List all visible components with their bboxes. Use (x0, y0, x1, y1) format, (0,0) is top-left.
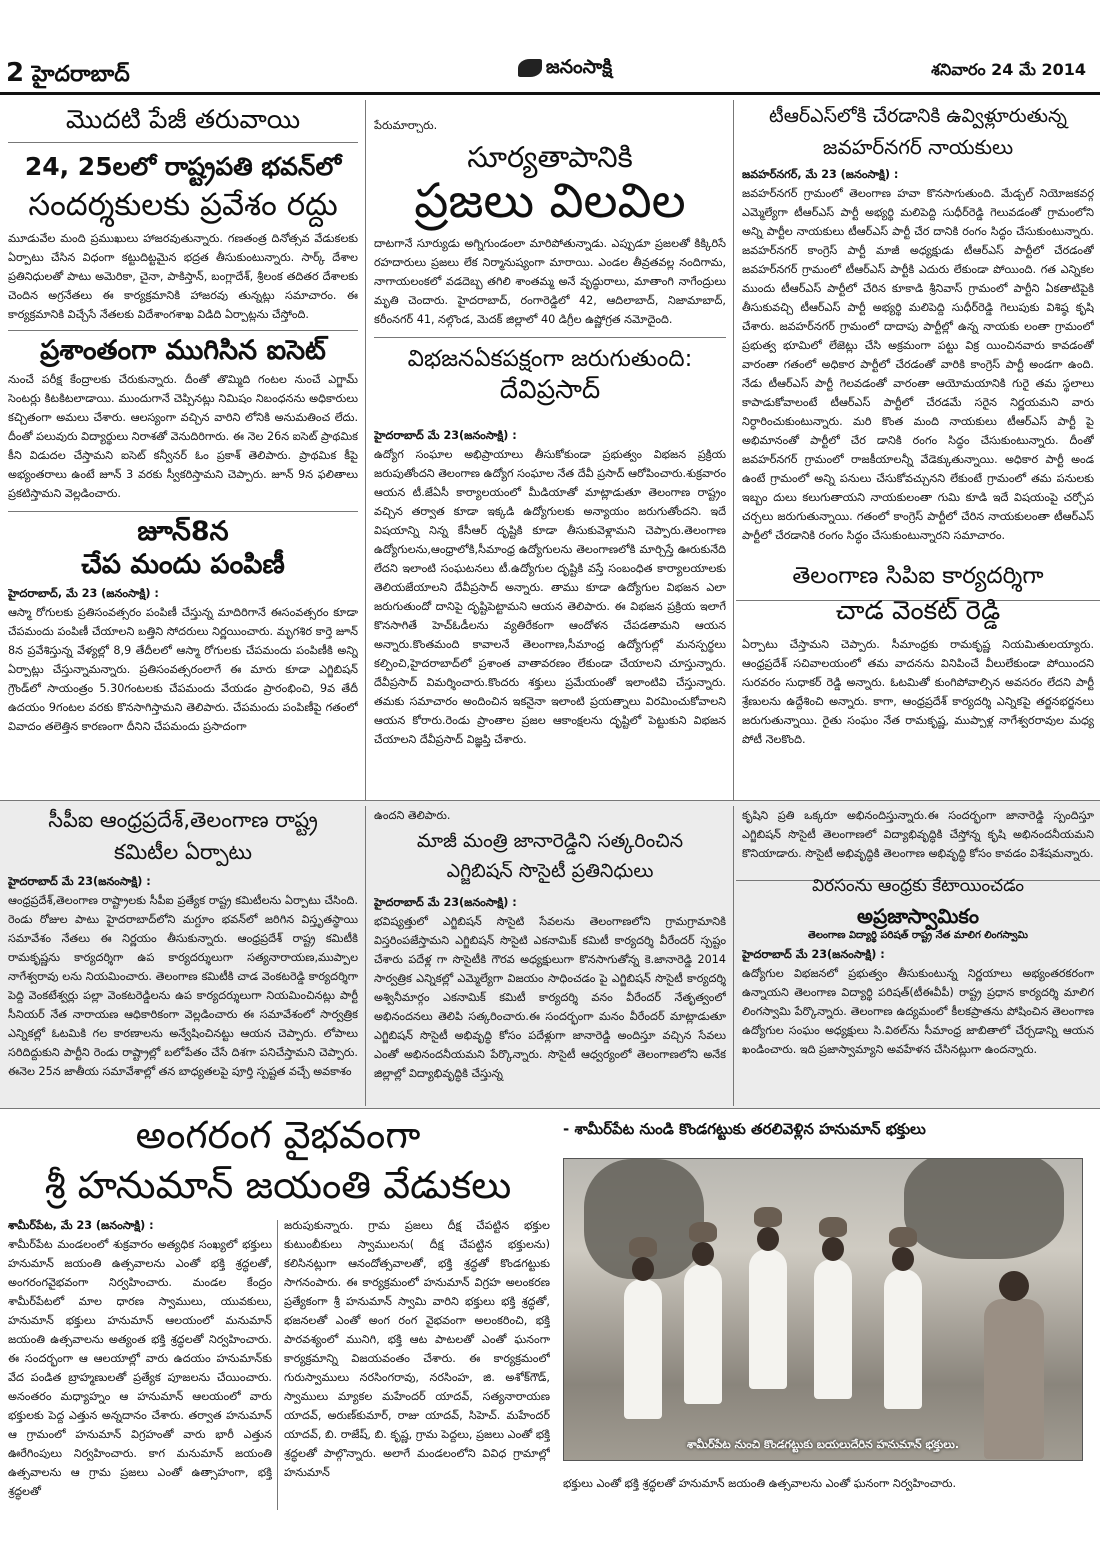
article-body: ఏర్పాటు చేస్తామని చెప్పారు. సీమాంధ్రకు రామకృష్ణ నియమితులయ్యారు. ఆంధ్రప్రదేశ్ సచివాలయంలో తమ వాదనను వినిపించే వీలులేకుండా పోయిందని సురవరం సుధాకర్ రెడ్డి అన్నారు. ఓటమితో కుంగిపోవాల్సిన అవసరం లేదని పార్టీ శ్రేణులను ఉద్దేశించి అన్నారు. కాగా, ఆంధ్రప్రదేశ్ కార్యదర్శి ఎన్నికపై తర్జనభర్జనలు జరుగుతున్నాయి. రైతు సంఘం నేత రామకృష్ణ, ముప్పాళ్ల నాగేశ్వరరావుల మధ్య పోటీ నెలకొంది. (742, 638, 1094, 747)
article-headline: ప్రజలు విలవిల (414, 173, 686, 230)
column-2 (374, 100, 726, 798)
dateline: హైదరాబాద్ మే 23(జనంసాక్షి) : (374, 895, 517, 909)
article-headline: జూన్8న (8, 511, 358, 547)
dateline: జవహర్‌నగర్, మే 23 (జనంసాక్షి) : (742, 167, 899, 181)
page-number-city (6, 58, 130, 92)
city-label: హైదరాబాద్ (31, 62, 130, 87)
article-headline: సూర్యతాపానికి (467, 140, 633, 174)
article-headline: అంగరంగ వైభవంగా (135, 1114, 421, 1157)
article-body: ఉందని తెలిపారు. (374, 809, 451, 822)
article-subheadline: తెలంగాణ విద్యార్థి పరిషత్ రాష్ట్ర నేత మాలిగ లింగస్వామి (808, 929, 1028, 941)
header-rule (0, 92, 1100, 95)
article-body: ఉద్యోగ సంఘాల అభిప్రాయాలు తీసుకోకుండా ప్రభుత్వం విభజన ప్రక్రియ జరుపుతోందని తెలంగాణ ఉద్యోగ సంఘాల నేత దేవీ ప్రసాద్ ఆరోపించారు.శుక్రవారం ఆయన టీ.జేఏసీ కార్యాలయంలో మీడియాతో మాట్లాడుతూ తెలంగాణ రాష్ట్రం వచ్చిన తర్వాత కూడా ఇక్కడి ఉద్యోగులకు అన్యాయం జరుగుతోందని. ఇదే విషయాన్ని నిన్న కేసీఆర్ దృష్టికి కూడా తీసుకువెళ్లామని చెప్పారు.తెలంగాణ ఉద్యోగులను,ఆంధ్రాలోకి,సీమాంధ్ర ఉద్యోగులను తెలంగాణలోకి మార్చిస్తే ఊరుకునేది లేదని ఇలాంటి సంఘటనలు టీ.ఉద్యోగుల దృష్టికి వస్తే సంబంధిత కార్యాలయాలకు తెలియజేయాలని దేవీప్రసాద్ అన్నారు. తాము కూడా ఉద్యోగుల విభజన ఎలా జరుగుతుందో దానిపై దృష్టిపెట్టామని ఆయన తెలిపారు. ఈ విభజన ప్రక్రియ ఇలాగే కొనసాగితే హెచ్ఓడీలను వ్యతిరేకంగా ఆందోళన చేపడతామని ఆయన అన్నారు.కొంతమంది కావాలనే తెలంగాణ,సీమాంధ్ర ఉద్యోగుల్లో మనస్పర్థలు కల్పించి,హైదరాబాద్‌లో ప్రశాంత వాతావరణం లేకుండా చేయాలని చూస్తున్నారు. దేవీప్రసాద్ విమర్శించారు.కొందరు శక్తులు ప్రమేయంతో ఇలాంటివి చేస్తున్నారు. తమకు సమాచారం అందించిన ఇకనైనా ఇలాంటి ప్రయత్నాలు విరమించుకోవాలని ఆయన కోరారు.రెండు ప్రాంతాల ప్రజల ఆకాంక్షలను దృష్టిలో పెట్టుకుని విభజన చేయాలని దేవీప్రసాద్ విజ్ఞప్తి చేశారు. (374, 447, 726, 746)
article-body: భక్తులు ఎంతో భక్తి శ్రద్ధలతో హనుమాన్ జయంతి ఉత్సవాలను ఎంతో ఘనంగా నిర్వహించారు. (563, 1477, 957, 1490)
article-headline: సీపీఐ ఆంధ్రప్రదేశ్,తెలంగాణ రాష్ట్ర (48, 808, 318, 832)
article-headline: 24, 25లలో రాష్ట్రపతి భవన్‌లో (24, 151, 342, 181)
article-body: దాటగానే సూర్యుడు అగ్నిగుండంలా మారిపోతున్నాడు. ఎప్పుడూ ప్రజలతో కిక్కిరిసే రహదారులు ప్రజలు లేక నిర్మానుష్యంగా మారాయి. ఎండల తీవ్రతవల్ల నందిగామ, నాగాయలంకలో వడదెబ్బ తగిలి శాంతమ్మ అనే వృద్ధురాలు, మాతాంగి నాగేంద్రులు మృతి చెందారు. హైదరాబాద్, రంగారెడ్డిలో 42, ఆదిలాబాద్, నిజామాబాద్, కరీంనగర్ 41, నల్గొండ, మెదక్ జిల్లాలో 40 డిగ్రీల ఉష్ణోగ్రత నమోదైంది. (374, 236, 726, 326)
photo-caption: శామీర్‌పేట నుంచి కొండగట్టుకు బయలుదేరిన హనుమాన్ భక్తులు. (686, 1438, 960, 1451)
logo-icon (518, 59, 542, 77)
continued-heading: మొదటి పేజీ తరువాయి (8, 100, 358, 143)
virasam-article (742, 806, 1094, 1106)
page-header (0, 0, 1100, 98)
article-headline: ఎగ్జిబిషన్ సొసైటీ ప్రతినిధులు (446, 859, 654, 882)
article-body: ఆస్మా రోగులకు ప్రతిసంవత్సరం పంపిణీ చేస్తున్న మాదిరిగానే ఈసంవత్సరం కూడా చేపమందు పంపిణీ చేయాలని బత్తిని సోదరులు నిర్ణయించారు. మృగశిర కార్తె జూన్ 8న ప్రవేశిస్తున్న వేళ్యల్లో 8,9 తేదీలలో ఆస్మా రోగులకు చేపమందు పంపిణీకి అన్ని ఏర్పాట్లు చేస్తున్నామన్నారు. ప్రతిసంవత్సరంలాగే ఈ మారు కూడా ఎగ్జిబిషన్ గ్రౌండ్‌లో సాయంత్రం 5.30గంటలకు చేపమందు వేయడం ప్రారంభించి, 9వ తేదీ ఉదయం 9గంటల వరకు కొనసాగిస్తామని తెలిపారు. చేపమందు పంపిణీపై గతంలో వివాదం తలెత్తిన కారణంగా దీనిని చేపమందు ప్రసాదంగా (8, 606, 358, 734)
hanuman-article-col1 (8, 1216, 272, 1508)
hanuman-article-col2 (284, 1216, 550, 1508)
article-body: నుంచే పరీక్ష కేంద్రాలకు చేరుకున్నారు. దీంతో తొమ్మిది గంటల నుంచే ఎగ్జామ్ సెంటర్లు కిటకిటలాడాయి. ముందుగానే చెప్పినట్లు నిమిషం నిబంధనను అధికారులు కచ్చితంగా అమలు చేశారు. ఆలస్యంగా వచ్చిన వారిని లోనికి అనుమతించ లేదు. దీంతో పలువురు విద్యార్థులు నిరాశతో వెనుదిరిగారు. ఈ నెల 26న ఐసెట్ ప్రాథమిక కీని విడుదల చేస్తామని ఐసెట్ కన్వీనర్ ఓం ప్రకాశ్ తెలిపారు. ప్రాథమిక కీపై అభ్యంతరాలు ఉంటే జూన్ 3 వరకు స్వీకరిస్తామని చెప్పారు. జూన్ 9న ఫలితాలు ప్రకటిస్తామని వెల్లడించారు. (8, 373, 358, 501)
col-divider (365, 100, 366, 800)
article-headline: సందర్శకులకు ప్రవేశం రద్దు (28, 186, 338, 223)
photo-title (563, 1120, 1093, 1150)
article-headline: శ్రీ హనుమాన్ జయంతి వేడుకలు (44, 1162, 512, 1207)
article-headline: టీఆర్ఎస్‌లోకి చేరడానికి ఉవ్విళ్లూరుతున్న (769, 105, 1067, 127)
article-body: పేరుమార్చారు. (374, 119, 438, 132)
article-headline: కమిటీల ఏర్పాటు (114, 840, 252, 865)
article-headline: ప్రశాంతంగా ముగిసిన ఐసెట్ (8, 330, 358, 366)
article-body: మూడువేల మంది ప్రముఖులు హాజరవుతున్నారు. గణతంత్ర దినోత్సవ వేడుకలకు ఏర్పాటు చేసిన విధంగా కట్టుదిట్టమైన భద్రత తీసుకుంటున్నారు. సార్క్ దేశాల ప్రతినిధులతో పాటు అమెరికా, చైనా, పాకిస్తాన్, బంగ్లాదేశ్, శ్రీలంక తదితర దేశాలకు చెందిన అగ్రనేతలు ఈ కార్యక్రమానికి హాజరవు తున్నట్లు సమాచారం. ఈ కార్యక్రమానికి విచ్చేసే నేతలకు విదేశాంగశాఖ విడిది ఏర్పాట్లను చేస్తోంది. (8, 232, 358, 322)
column-1 (8, 100, 358, 798)
article-headline: మాజీ మంత్రి జానారెడ్డిని సత్కరించిన (416, 830, 684, 852)
article-body: జరుపుకున్నారు. గ్రామ ప్రజలు దీక్ష చేపట్టిన భక్తుల కుటుంబీకులు స్వాములను( దీక్ష చేపట్టిన భక్తులను) కలిసినట్లుగా ఆనందోత్సవాలతో, భక్తి శ్రద్ధతో కొండగట్టుకు సాగనంపారు. ఈ కార్యక్రమంలో హనుమాన్ విగ్రహ అలంకరణ ప్రత్యేకంగా శ్రీ హనుమాన్ స్వామి వారిని భక్తులు భక్తి శ్రద్ధతో, భజనలతో ఎంతో అంగ రంగ వైభవంగా అలంకరించి, భక్తి పారవశ్యంలో మునిగి, భక్తి ఆట పాటలతో ఎంతో ఘనంగా కార్యక్రమాన్ని విజయవంతం చేశారు. ఈ కార్యక్రమంలో గురుస్వాములు నరసింగరావు, నరసింహ, జి. అశోక్‌గౌడ్, స్వాములు మ్యాకల మహేందర్ యాదవ్, సత్యనారాయణ యాదవ్, అరుణ్‌కుమార్, రాజు యాదవ్, సిహెచ్. మహేందర్ యాదవ్, బి. రాజేష్, బి. కృష్ణ, గ్రామ పెద్దలు, ప్రజలు ఎంతో భక్తి శ్రద్ధలతో పాల్గొన్నారు. అలాగే మండలంలోని వివిధ గ్రామాల్లో హనుమాన్ (284, 1219, 550, 1479)
exhibition-society-article (374, 806, 726, 1106)
devotees-photo (563, 1158, 1083, 1461)
article-body: కృషిని ప్రతి ఒక్కరూ అభినందిస్తున్నారు.ఈ సందర్భంగా జానారెడ్డి స్పందిస్తూ ఎగ్జిబిషన్ సొసైటీ తెలంగాణలో విద్యాభివృద్ధికి చేస్తోన్న కృషి అభినందనీయమని కొనియాడారు. సొసైటీ అభివృద్ధికి తెలంగాణ అభివృద్ధి కోసం కావడం విశేషమన్నారు. (742, 809, 1094, 860)
dateline: హైదరాబాద్ మే 23(జనంసాక్షి) : (374, 428, 517, 442)
dateline: హైదరాబాద్ మే 23(జనంసాక్షి) : (8, 875, 151, 889)
article-headline: చాడ వెంకట్ రెడ్డి (835, 596, 1001, 627)
cpi-committee-article (8, 806, 358, 1106)
page-number: 2 (6, 58, 25, 88)
article-headline: విభజనఏకపక్షంగా జరుగుతుంది: (374, 337, 726, 372)
issue-date: శనివారం 24 మే 2014 (931, 60, 1086, 79)
article-headline: దేవిప్రసాద్ (499, 374, 601, 405)
article-body: భవిష్యత్తులో ఎగ్జిబిషన్ సొసైటి సేవలను తెలంగాణలోని గ్రామగ్రామానికి విస్తరింపజేస్తామని ఎగ్జిబిషన్ సొసైటి ఎకనామిక్ కమిటీ కార్యదర్శి వీరేందర్ స్పష్టం చేశారు పదేళ్ల గా సొసైటీకి గౌరవ అధ్యక్షులుగా కొనసాగుతోన్న కె.జానారెడ్డి 2014 సార్వత్రిక ఎన్నికల్లో ఎమ్మెల్యేగా విజయం సాధించడం పై ఎగ్జిబిషన్ సొసైటీ కార్యదర్శి అశ్వినీమార్గం ఎకనామిక్ కమిటీ కార్యదర్శి వనం వీరేందర్ నేతృత్వంలో అభినందనలు తెలిపి సత్కరించారు.ఈ సందర్భంగా మనం వీరేందర్ మాట్లాడుతూ ఎగ్జిబిషన్ సొసైటీ అభివృద్ధి కోసం పదేళ్లుగా జానారెడ్డి అందిస్తూ వచ్చిన సేవలు ఎంతో అభినందనీయమని పేర్కొన్నారు. సొసైటీ ఆధ్వర్యంలో తెలంగాణలోని అనేక జిల్లాల్లో విద్యాభివృద్ధికి చేస్తున్న (374, 914, 726, 1080)
article-body: జవహర్‌నగర్ గ్రామంలో తెలంగాణ హవా కొనసాగుతుంది. మేడ్చల్ నియోజకవర్గ ఎమ్మెల్యేగా టీఆర్ఎస్ పార్టీ అభ్యర్థి మలిపెద్ది సుధీర్‌రెడ్డి గెలువడంతో గ్రామంలోని అన్ని పార్టీల నాయకులు టీఆర్ఎస్ పార్టీ చేర దానికి రంగం సిద్ధం చేసుకుంటున్నారు. జవహర్‌నగర్ కాంగ్రెస్ పార్టీ మాజీ అధ్యక్షుడు టీఆర్ఎస్ పార్టీలో చేరడంతో జవహర్‌నగర్ గ్రామంలో టీఆర్ఎస్ పార్టీకి ఎదురు లేకుండా పోయింది. గత ఎన్నికల ముందు టీఆర్ఎస్ పార్టీలో చేరిన కూకాడి శ్రీనివాస్ గ్రామంలో పార్టీని ఏకతాటిపైకి తీసుకువచ్చి టీఆర్ఎస్ పార్టీ అభ్యర్థి మలిపెద్ది సుధీర్‌రెడ్డి గెలుపుకు విశిష్ఠ కృషి చేశారు. జవహర్‌నగర్ గ్రామంలో దాదాపు పార్టీల్లో ఉన్న నాయకు లంతా గ్రామంలో ప్రభుత్వ భూమిలో లేజెట్లు చేసి అక్రమంగా పట్టు విక్ర యించినవారు కావడంతో వారంతా గతంలో అధికార పార్టీలో చేరడంతో వారికి కాంగ్రెస్ పార్టీ అండగా ఉంది. నేడు టీఆర్ఎస్ పార్టీ గెలవడంతో వారంతా ఆయోమయానికి గురై తమ స్థలాలు కాపాడుకోవాలంటే టీఆర్ఎస్ పార్టీలో చేరడమే సరైన నిర్ణయమని వారు నిర్ధారించుకుంటున్నారు. మరి కొంత మంది నాయకులు టీఆర్ఎస్ పార్టీ పై అభిమానంతో పార్టీలో చేర డానికి రంగం సిద్ధం చేసుకుంటున్నారు. దీంతో జవహర్‌నగర్ గ్రామంలో రాజకీయాలన్నీ వేడెక్కుతున్నాయి. అధికార పార్టీ అండ ఉంటే గ్రామంలో అన్ని పనులు చేసుకోవచ్చునని లేకుంటే గ్రామంలో తమ పనులకు ఇబ్బం దులు కలుగుతాయని నాయకులంతా గుమి కూడి ఇదే విషయంపై చర్చోప చర్చలు జరుగుతున్నాయి. గతంలో కాంగ్రెస్ పార్టీలో చేరిన నాయకులంతా టీఆర్ఎస్ పార్టీలో చేరడానికి రంగం సిద్ధం చేసుకుంటున్నారని సమాచారం. (742, 186, 1094, 542)
article-body: ఉద్యోగుల విభజనలో ప్రభుత్వం తీసుకుంటున్న నిర్ణయాలు అభ్యంతరకరంగా ఉన్నాయని తెలంగాణ విద్యార్థి పరిషత్(టీఈవీపీ) రాష్ట్ర ప్రధాన కార్యదర్శి మాలిగ లింగస్వామి పేర్కొన్నారు. తెలంగాణ ఉద్యమంలో కీలకప్రాతను పోషించిన తెలంగాణ ఉద్యోగుల సంఘం అధ్యక్షులు సి.విఠల్‌ను సీమాంధ్ర జాబితాలో చేర్చడాన్ని ఆయన ఖండించారు. ఇది ప్రజాస్వామ్యాని అవహేళన చేసినట్లుగా ఉందన్నారు. (742, 967, 1094, 1057)
article-body: శామీర్‌పేట మండలంలో శుక్రవారం అత్యధిక సంఖ్యలో భక్తులు హనుమాన్ జయంతి ఉత్సవాలను ఎంతో భక్తి శ్రద్ధలతో, అంగరంగవైభవంగా నిర్వహించారు. మండల కేంద్రం శామీర్‌పేటలో మాల ధారణ స్వాములు, యువకులు, హనుమాన్ భక్తులు హనుమాన్ ఆలయంలో మనుమాన్ జయంతి ఉత్సవాలను అత్యంత భక్తి శ్రద్ధలతో నిర్వహించారు. ఈ సందర్భంగా ఆ ఆలయాల్లో వారు ఉదయం హనుమాన్‌కు వేద పండిత బ్రాహ్మణులతో ప్రత్యేక పూజలను చేయించారు. అనంతరం మధ్యాహ్నం ఆ హనుమాన్ ఆలయంలో వారు భక్తులకు పెద్ద ఎత్తున అన్నదానం చేశారు. తర్వాత హనుమాన్ ఆ గ్రామంలో హనుమాన్ విగ్రహంతో వారు భారీ ఎత్తున ఊరేగింపులు నిర్వహించారు. కాగ మనుమాన్ జయంతి ఉత్సవాలను ఆ గ్రామ ప్రజలు ఎంతో ఉత్సాహంగా, భక్తి శ్రద్ధలతో (8, 1238, 272, 1498)
section-rule (0, 1108, 1100, 1109)
hanuman-headline-block (8, 1114, 548, 1218)
dateline: హైదరాబాద్ మే 23(జనంసాక్షి) : (742, 948, 885, 962)
col-divider (733, 806, 734, 1106)
dateline: హైదరాబాద్, మే 23 (జనంసాక్షి) : (8, 587, 159, 601)
article-headline: జవహర్‌నగర్ నాయకులు (822, 134, 1014, 159)
article-headline: తెలంగాణ సిపిఐ కార్యదర్శిగా (792, 562, 1044, 589)
newspaper-logo (500, 56, 630, 86)
photo-title-text: - శామీర్‌పేట నుండి కొండగట్టుకు తరలివెళ్లిన హనుమాన్ భక్తులు (563, 1120, 926, 1138)
article-headline: చేప మందు పంపిణీ (81, 549, 285, 581)
column-3 (742, 100, 1094, 798)
article-headline: అప్రజాస్వామికం (856, 903, 980, 928)
section-rule (0, 800, 1100, 801)
dateline: శామీర్‌పేట, మే 23 (జనంసాక్షి) : (8, 1219, 154, 1232)
article-body: ఆంధ్రప్రదేశ్,తెలంగాణ రాష్ట్రాలకు సీపీఐ ప్రత్యేక రాష్ట్ర కమిటీలను ఏర్పాటు చేసింది. రెండు రోజుల పాటు హైదరాబాద్‌లోని మగ్దూం భవన్‌లో జరిగిన విస్తృతస్థాయి సమావేశం నేతలు ఈ నిర్ణయం తీసుకున్నారు. ఆంధ్రప్రదేశ్ రాష్ట్ర కమిటీకి రామకృష్ణను కార్యదర్శిగా ఉప కార్యదర్శులుగా సత్యనారాయణ,ముప్పాల నాగేశ్వరావు లను నియమించారు. తెలంగాణ కమిటీకి చాడ వెంకటరెడ్డి కార్యదర్శిగా పెద్ది వెంకటేశ్వర్లు పల్లా వెంకటరెడ్డిలను ఉప కార్యదర్శులుగా నియమించినట్లు పార్టీ సీనియర్ నేత నారాయణ ఆధికారికంగా వెల్లడించారు ఈ సమావేశంలో సార్వత్రిక ఎన్నికల్లో ఓటమికి గల కారణాలను అన్వేషించినట్టు ఆయన చెప్పారు. లోపాలు సరిదిద్దుకుని పార్టీని రెండు రాష్ట్రాల్లో బలోపేతం చేసే దిశగా పనిచేస్తామని చెప్పారు. ఈనెల 25న జాతీయ సమావేశాల్లో తన బాధ్యతలపై పూర్తి స్పష్టత వచ్చే అవకాశం (8, 894, 358, 1079)
col-divider (365, 806, 366, 1106)
logo-text: జనంసాక్షి (545, 56, 613, 78)
article-headline: విరసంను ఆంధ్రకు కేటాయించడం (811, 876, 1025, 896)
hanuman-closing (563, 1474, 1093, 1504)
col-divider (277, 1220, 278, 1510)
col-divider (733, 100, 734, 800)
